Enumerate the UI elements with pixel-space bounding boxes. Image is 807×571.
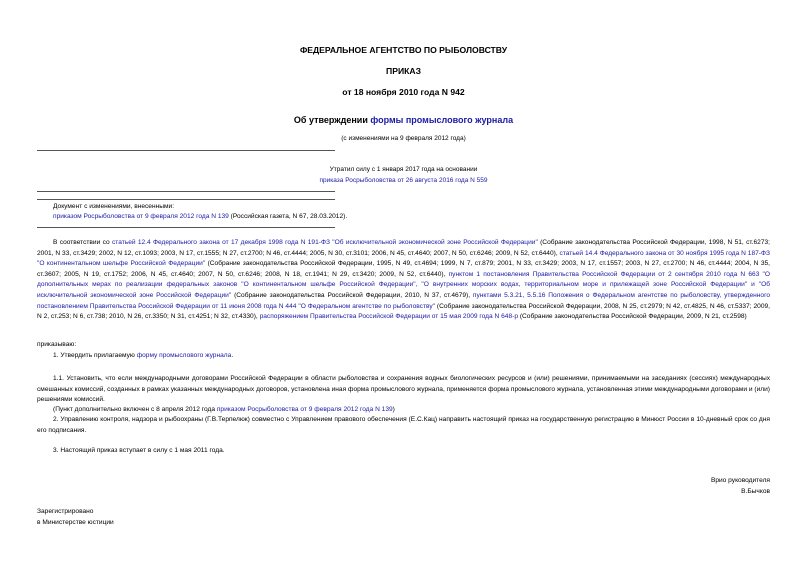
registration-line-1: Зарегистрировано	[37, 508, 94, 515]
agency-name: ФЕДЕРАЛЬНОЕ АГЕНТСТВО ПО РЫБОЛОВСТВУ	[299, 45, 508, 55]
clause-1-end: .	[231, 352, 234, 359]
preamble-text-1: В соответствии со	[53, 239, 112, 246]
document-title	[0, 114, 807, 126]
law-191-link[interactable]: статьей 12.4 Федерального закона от 17 декабря 1998 года N 191-ФЗ "Об исключительной экономической зоне Российской Федерации"	[111, 239, 538, 246]
clause-1-1-note-text: (Пункт дополнительно включен с 8 апреля 2012 года	[53, 406, 217, 413]
changes-order-link[interactable]: приказом Росрыболовства от 9 февраля 2012 года N 139	[53, 213, 229, 220]
clause-1-text: 1. Утвердить прилагаемую	[53, 352, 137, 359]
preamble-text-3: (Собрание законодательства Российской Федерации, 1995, N 49, ст.4694; 1999, N 7, ст.879; 2001, N 33, ст.3429; 2003, N 17, ст.1557; 2003, N 27, ст.2700; N 46, ст.4444; 2004, N 35, ст.3607; 2005, N 19, ст.1752; 2006, N 45, ст.4640; 2007, N 50, ст.6246; 2008, N 18, ст.1941; N 29, ст.3420; 2009, N 52, ст.6440),	[37, 260, 770, 278]
changes-source: (Российская газета, N 67, 28.03.2012).	[228, 213, 348, 220]
document-date-number: от 18 ноября 2010 года N 942	[342, 87, 465, 97]
regulation-444-link[interactable]: пунктами 5.3.21, 5.5.16 Положения о Федеральном агентстве по рыболовству, утвержденного постановлением Правительства Российской Федерации от 11 июня 2008 года N 444 "О Федеральном агентстве по рыболовству"	[37, 291, 770, 310]
preamble-text-2: (Собрание законодательства Российской Федерации, 1998, N 51, ст.6273; 2001, N 33, ст.3429; 2002, N 12, ст.1093; 2003, N 17, ст.1555; N 27, ст.2700; N 46, ст.4444; 2005, N 30, ст.3101; 2006, N 45, ст.4640; 2007, N 50, ст.6246; 2009, N 52, ст.6440),	[37, 239, 770, 257]
preamble-text-4: (Собрание законодательства Российской Федерации, 2010, N 37, ст.4679),	[231, 291, 473, 299]
clause-3: 3. Настоящий приказ вступает в силу с 1 мая 2011 года.	[53, 447, 225, 454]
lost-force-text: Утратил силу с 1 января 2017 года на основании	[329, 166, 478, 173]
clause-1	[53, 351, 233, 362]
clause-1-1-note-end: )	[392, 406, 395, 413]
resolution-663-link[interactable]: пунктом 1 постановления Правительства Российской Федерации от 2 сентября 2010 года N 663 "О дополнительных мерах по реализации федеральных законов "О континентальном шельфе Российской Федерации", "О внутренних морских водах, территориальном море и прилежащей зоне Российской Федерации" и "Об исключительной экономической зоне Российской Федерации"	[37, 270, 770, 299]
divider-2	[37, 191, 335, 192]
changes-line	[53, 212, 347, 223]
title-form-link[interactable]: формы промыслового журнала	[370, 115, 514, 125]
title-prefix: Об утверждении	[293, 115, 371, 125]
preamble-text-6: (Собрание законодательства Российской Федерации, 2009, N 21, ст.2598)	[518, 313, 747, 321]
preamble-text-5: (Собрание законодательства Российской Федерации, 2008, N 25, ст.2979; N 42, ст.4825, N 46, ст.5337; 2009, N 2, ст.253; N 6, ст.738; 2010, N 26, ст.3350; N 31, ст.4251; N 32, ст.4330),	[37, 302, 771, 321]
amendments-note: (с изменениями на 9 февраля 2012 года)	[341, 135, 466, 142]
law-187-link[interactable]: статьей 14.4 Федерального закона от 30 ноября 1995 года N 187-ФЗ "О континентальном шельфе Российской Федерации"	[37, 249, 770, 268]
form-journal-link[interactable]: форму промыслового журнала	[136, 352, 232, 359]
changes-label: Документ с изменениями, внесенными:	[53, 203, 175, 210]
document-type: ПРИКАЗ	[386, 66, 421, 76]
lost-force-order-link[interactable]: приказа Росрыболовства от 26 августа 2016 года N 559	[319, 177, 488, 184]
signatory-name: В.Бычков	[741, 488, 770, 495]
clause-1-1-note	[53, 405, 395, 416]
decree-648-link[interactable]: распоряжением Правительства Российской Федерации от 15 мая 2009 года N 648-р	[259, 313, 518, 321]
clause-1-1: 1.1. Установить, что если международными договорами Российской Федерации в области рыболовства и сохранения водных биологических ресурсов и (или) решениями, принимаемыми на заседаниях (сессиях) международных смешанных комиссий, созданных в рамках указанных международных договоров, установлена иная форма промыслового журнала, применяется форма промыслового журнала, установленная этими международными договорами и (или) решениями комиссий.	[37, 375, 770, 404]
registration-line-2: в Министерстве юстиции	[37, 519, 114, 526]
lost-force-link-line	[0, 176, 807, 185]
divider-4	[37, 227, 335, 228]
order-139-link[interactable]: приказом Росрыболовства от 9 февраля 2012 года N 139	[216, 406, 393, 413]
divider-1	[37, 150, 335, 151]
preamble-paragraph	[37, 238, 770, 323]
clause-2: 2. Управлению контроля, надзора и рыбоохраны (Г.В.Терпелюк) совместно с Управлением правового обеспечения (Е.С.Кац) направить настоящий приказ на государственную регистрацию в Минюст России в 10-дневный срок со дня его подписания.	[37, 416, 770, 434]
divider-3	[37, 199, 335, 200]
signatory-position: Врио руководителя	[710, 477, 770, 484]
prikazyvayu: приказываю:	[37, 341, 77, 348]
